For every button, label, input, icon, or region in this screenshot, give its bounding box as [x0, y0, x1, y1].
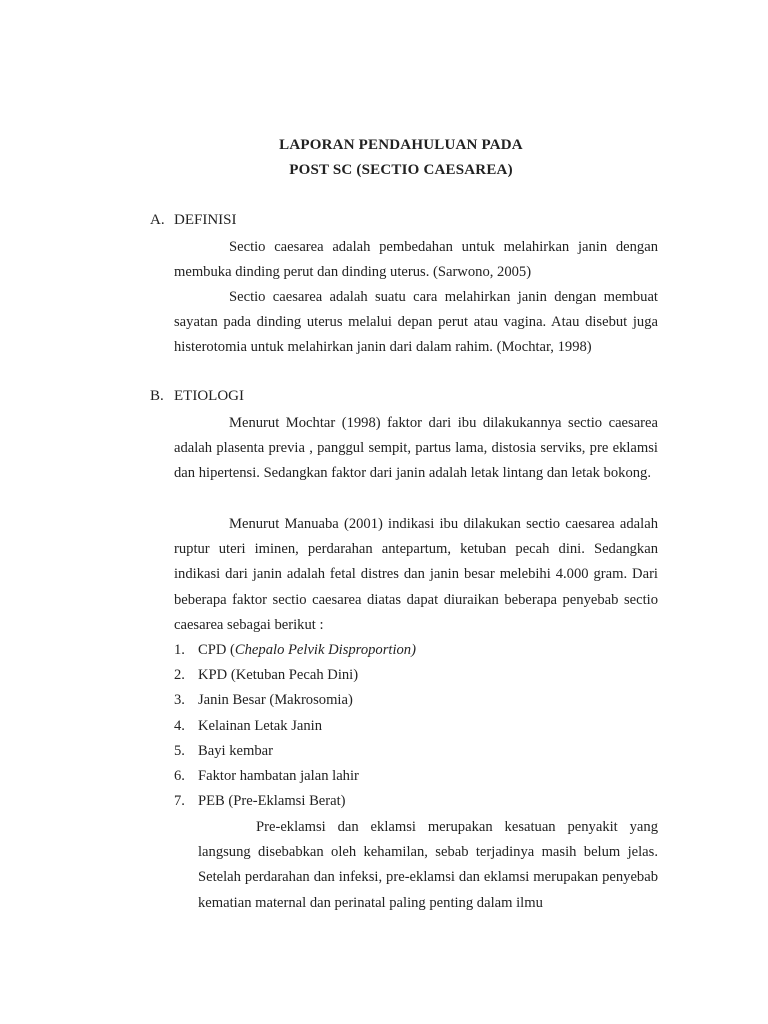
- section-heading-definisi: [150, 212, 237, 229]
- list-item: [174, 739, 416, 764]
- list-item: [174, 663, 416, 688]
- list-number: 1.: [174, 642, 185, 658]
- paragraph-etiologi-2: Menurut Manuaba (2001) indikasi ibu dilakukan sectio caesarea adalah ruptur uteri iminen, perdarahan antepartum, ketuban pecah dini. Sedangkan indikasi dari janin adalah fetal distres dan janin besar melebihi 4.000 gram. Dari beberapa faktor sectio caesarea diatas dapat diuraikan beberapa penyebab sectio caesarea sebagai berikut :: [174, 516, 658, 633]
- document-title-line-1: LAPORAN PENDAHULUAN PADA: [279, 137, 523, 153]
- list-text: CPD (: [198, 642, 235, 658]
- document-title-line-2: POST SC (SECTIO CAESAREA): [289, 162, 513, 178]
- paragraph-etiologi-1: Menurut Mochtar (1998) faktor dari ibu dilakukannya sectio caesarea adalah plasenta previa , panggul sempit, partus lama, distosia serviks, pre eklamsi dan hipertensi. Sedangkan faktor dari janin adalah letak lintang dan letak bokong.: [174, 415, 658, 482]
- list-text: Bayi kembar: [198, 742, 273, 759]
- list-text: PEB (Pre-Eklamsi Berat): [198, 793, 346, 810]
- list-number: 4.: [174, 717, 185, 734]
- penyebab-list: [174, 638, 416, 814]
- section-title: DEFINISI: [174, 212, 237, 228]
- section-heading-etiologi: [150, 388, 244, 405]
- section-title: ETIOLOGI: [174, 388, 244, 404]
- paragraph-definisi-1: Sectio caesarea adalah pembedahan untuk melahirkan janin dengan membuka dinding perut dan dinding uterus. (Sarwono, 2005): [174, 239, 658, 281]
- paragraph-definisi-2: Sectio caesarea adalah suatu cara melahirkan janin dengan membuat sayatan pada dinding uterus melalui depan perut atau vagina. Atau disebut juga histerotomia untuk melahirkan janin dari dalam rahim. (Mochtar, 1998): [174, 289, 658, 356]
- list-item: [174, 764, 416, 789]
- list-text: Faktor hambatan jalan lahir: [198, 767, 359, 784]
- list-item: [174, 714, 416, 739]
- list-number: 7.: [174, 793, 185, 810]
- list-text: Janin Besar (Makrosomia): [198, 692, 353, 709]
- list-item: [174, 789, 416, 814]
- list-item: [174, 638, 416, 663]
- list-text: Kelainan Letak Janin: [198, 717, 322, 734]
- list-text-italic: Chepalo Pelvik Disproportion): [234, 642, 416, 658]
- section-letter: B.: [150, 388, 164, 404]
- list-number: 3.: [174, 692, 185, 709]
- list-text: KPD (Ketuban Pecah Dini): [198, 667, 359, 684]
- list-item: [174, 688, 416, 713]
- list-number: 6.: [174, 767, 185, 784]
- list-number: 5.: [174, 742, 185, 759]
- list-number: 2.: [174, 667, 185, 684]
- paragraph-peb-detail: Pre-eklamsi dan eklamsi merupakan kesatuan penyakit yang langsung disebabkan oleh kehamilan, sebab terjadinya masih belum jelas. Setelah perdarahan dan infeksi, pre-eklamsi dan eklamsi merupakan penyebab kematian maternal dan perinatal paling penting dalam ilmu: [198, 819, 658, 911]
- section-letter: A.: [150, 212, 165, 228]
